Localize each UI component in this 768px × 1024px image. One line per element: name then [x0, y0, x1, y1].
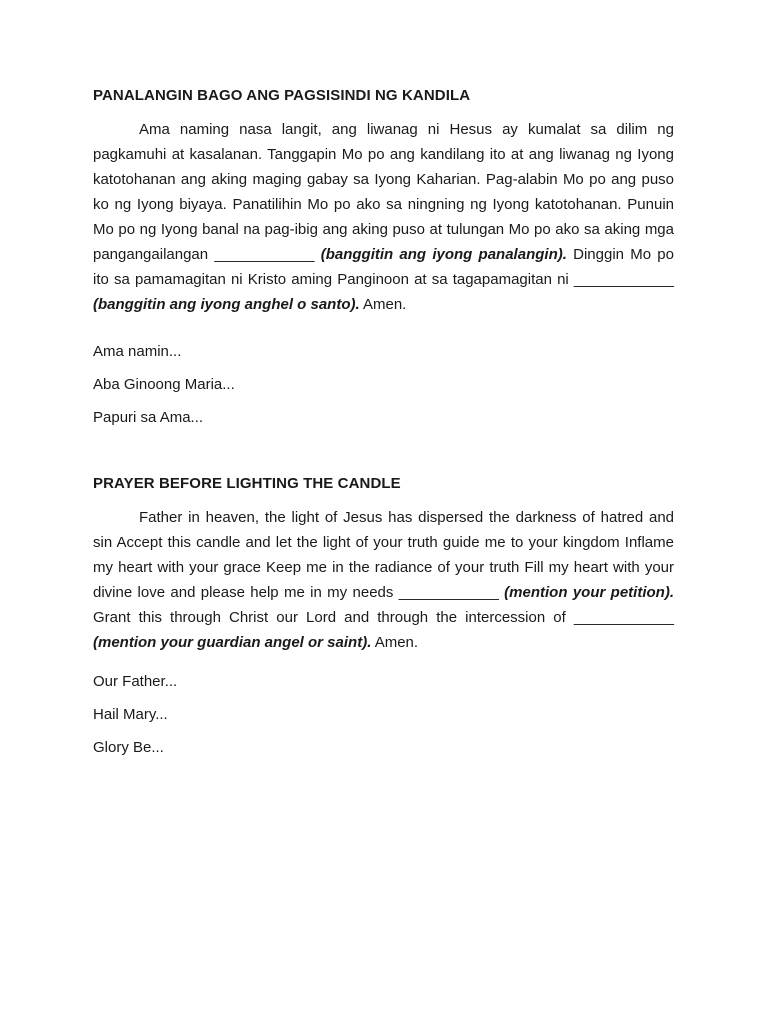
english-text-1: Father in heaven, the light of Jesus has dispersed the darkness of hatred and sin Accept this candle and let the light of your truth guide me to your kingdom Inflame my heart with your grace Keep me in the radiance of your truth Fill my heart with your divine love and please help me in my needs ____________ — [93, 509, 674, 601]
document-page — [93, 84, 674, 758]
english-glory-be: Glory Be... — [93, 739, 164, 756]
tagalog-glory-be: Papuri sa Ama... — [93, 409, 204, 426]
tagalog-text-2: Dinggin Mo po ito sa pamamagitan ni Kristo aming Panginoon at sa tagapamagitan ni ____________ — [93, 246, 674, 288]
tagalog-text-1: Ama naming nasa langit, ang liwanag ni Hesus ay kumalat sa dilim ng pagkamuhi at kasalanan. Tanggapin Mo po ang kandilang ito at ang liwanag ng Iyong katotohanan ang aking maging gabay sa Iyong Kaharian. Pag-alabin Mo po ang puso ko ng Iyong biyaya. Panatilihin Mo po ako sa ningning ng Iyong katotohanan. Punuin Mo po ng Iyong banal na pag-ibig ang aking puso at tulungan Mo po ako sa aking mga pangangailangan ____________ — [93, 121, 674, 263]
english-hail-mary: Hail Mary... — [93, 706, 168, 723]
english-instruction-1: (mention your petition). — [504, 584, 674, 601]
tagalog-our-father: Ama namin... — [93, 343, 182, 360]
english-heading: PRAYER BEFORE LIGHTING THE CANDLE — [93, 475, 401, 492]
english-prayer-paragraph — [93, 505, 674, 655]
english-our-father: Our Father... — [93, 673, 178, 690]
tagalog-prayer-paragraph — [93, 117, 674, 317]
tagalog-hail-mary: Aba Ginoong Maria... — [93, 376, 235, 393]
english-text-3: Amen. — [371, 634, 419, 651]
english-instruction-2: (mention your guardian angel or saint). — [93, 634, 372, 651]
tagalog-instruction-2: (banggitin ang iyong anghel o santo). — [93, 296, 360, 313]
english-text-2: Grant this through Christ our Lord and through the intercession of ____________ — [93, 609, 674, 626]
tagalog-instruction-1: (banggitin ang iyong panalangin). — [320, 246, 567, 263]
tagalog-text-3: Amen. — [359, 296, 407, 313]
tagalog-heading: PANALANGIN BAGO ANG PAGSISINDI NG KANDILA — [93, 87, 471, 104]
